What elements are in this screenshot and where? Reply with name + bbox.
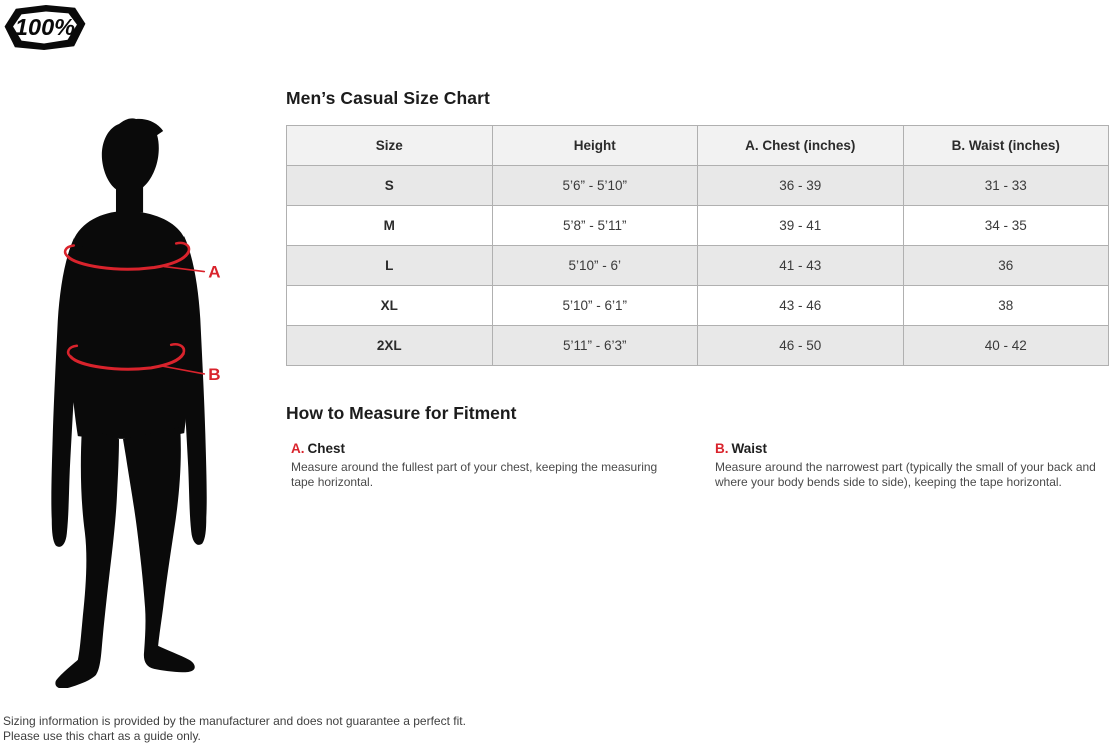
- disclaimer-footer: [3, 714, 466, 743]
- cell-size: 2XL: [287, 326, 493, 366]
- cell-waist: 31 - 33: [903, 166, 1109, 206]
- cell-chest: 39 - 41: [698, 206, 904, 246]
- brand-logo-100-percent-icon: [3, 4, 87, 51]
- figure-label-a: A: [208, 263, 220, 282]
- cell-waist: 38: [903, 286, 1109, 326]
- table-row-l: [287, 246, 1109, 286]
- cell-height: 5’6” - 5’10”: [492, 166, 698, 206]
- cell-size: XL: [287, 286, 493, 326]
- cell-chest: 43 - 46: [698, 286, 904, 326]
- cell-size: M: [287, 206, 493, 246]
- cell-size: L: [287, 246, 493, 286]
- table-header-row: [287, 126, 1109, 166]
- measure-item-waist-title: [715, 441, 1107, 456]
- figure-label-b: B: [208, 365, 220, 384]
- cell-height: 5’11” - 6’3”: [492, 326, 698, 366]
- cell-chest: 46 - 50: [698, 326, 904, 366]
- measure-desc-chest: Measure around the fullest part of your chest, keeping the measuring tape horizontal.: [291, 460, 681, 490]
- cell-height: 5’10” - 6’1”: [492, 286, 698, 326]
- measure-section-heading: How to Measure for Fitment: [286, 403, 516, 424]
- measure-name-chest: Chest: [308, 441, 346, 456]
- cell-chest: 36 - 39: [698, 166, 904, 206]
- measure-name-waist: Waist: [732, 441, 768, 456]
- cell-waist: 36: [903, 246, 1109, 286]
- cell-waist: 34 - 35: [903, 206, 1109, 246]
- cell-height: 5’8” - 5’11”: [492, 206, 698, 246]
- measure-desc-waist: Measure around the narrowest part (typically the small of your back and where your body bends side to side), keeping the tape horizontal.: [715, 460, 1107, 490]
- table-row-xl: [287, 286, 1109, 326]
- disclaimer-line-2: Please use this chart as a guide only.: [3, 729, 466, 743]
- cell-waist: 40 - 42: [903, 326, 1109, 366]
- size-chart-table: [286, 125, 1109, 366]
- column-header-chest: A. Chest (inches): [698, 126, 904, 166]
- disclaimer-line-1: Sizing information is provided by the manufacturer and does not guarantee a perfect fit.: [3, 714, 466, 729]
- table-row-s: [287, 166, 1109, 206]
- table-row-m: [287, 206, 1109, 246]
- table-row-2xl: [287, 326, 1109, 366]
- column-header-waist: B. Waist (inches): [903, 126, 1109, 166]
- logo-text: 100%: [15, 14, 75, 40]
- measure-key-b: B.: [715, 441, 729, 456]
- measure-item-chest: [291, 441, 681, 490]
- cell-chest: 41 - 43: [698, 246, 904, 286]
- body-measurement-figure: [15, 116, 227, 688]
- cell-height: 5’10” - 6’: [492, 246, 698, 286]
- measure-key-a: A.: [291, 441, 305, 456]
- column-header-size: Size: [287, 126, 493, 166]
- column-header-height: Height: [492, 126, 698, 166]
- male-silhouette-icon: [51, 118, 206, 688]
- measure-item-chest-title: [291, 441, 681, 456]
- page-title: Men’s Casual Size Chart: [286, 88, 490, 109]
- cell-size: S: [287, 166, 493, 206]
- measure-item-waist: [715, 441, 1107, 490]
